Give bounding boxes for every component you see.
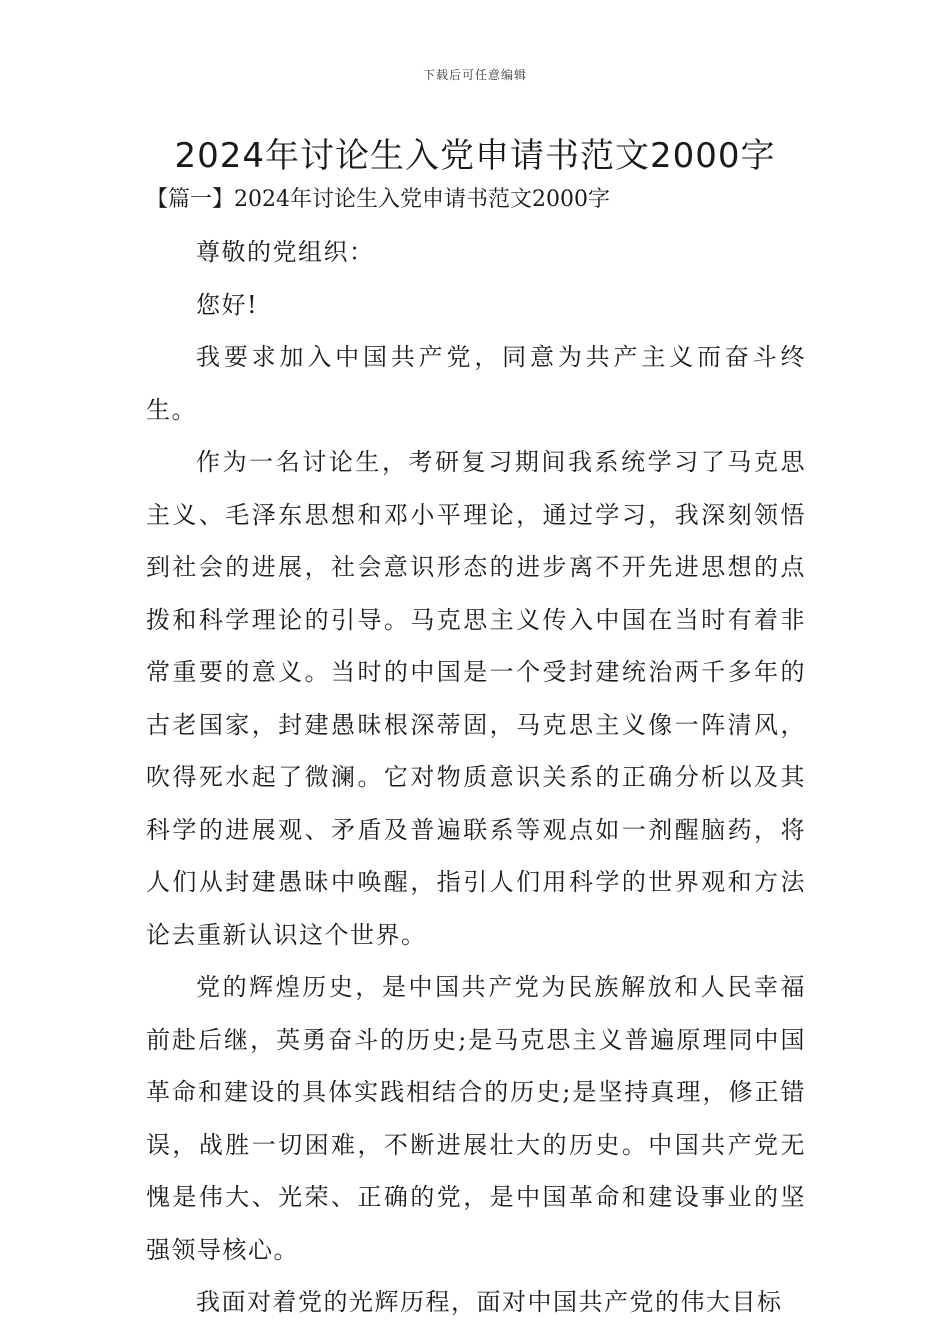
document-body (146, 226, 806, 1329)
header-note: 下载后可任意编辑 (422, 68, 527, 82)
document-title: 2024年讨论生入党申请书范文2000字 (174, 136, 776, 176)
section-heading: 【篇一】2024年讨论生入党申请书范文2000字 (146, 187, 610, 212)
body-paragraph: 我面对着党的光辉历程，面对中国共产党的伟大目标 (196, 1288, 783, 1316)
body-paragraph: 作为一名讨论生，考研复习期间我系统学习了马克思主义、毛泽东思想和邓小平理论，通过学习，我深刻领悟到社会的进展，社会意识形态的进步离不开先进思想的点拨和科学理论的引导。马克思主义传入中国在当时有着非常重要的意义。当时的中国是一个受封建统治两千多年的古老国家，封建愚昧根深蒂固，马克思主义像一阵清风，吹得死水起了微澜。它对物质意识关系的正确分析以及其科学的进展观、矛盾及普遍联系等观点如一剂醒脑药，将人们从封建愚昧中唤醒，指引人们用科学的世界观和方法论去重新认识这个世界。 (146, 448, 806, 949)
greeting: 您好! (196, 290, 259, 319)
body-paragraph: 党的辉煌历史，是中国共产党为民族解放和人民幸福前赴后继，英勇奋斗的历史;是马克思主义普遍原理同中国革命和建设的具体实践相结合的历史;是坚持真理，修正错误，战胜一切困难，不断进展壮大的历史。中国共产党无愧是伟大、光荣、正确的党，是中国革命和建设事业的坚强领导核心。 (146, 973, 806, 1264)
body-paragraph: 我要求加入中国共产党，同意为共产主义而奋斗终生。 (146, 343, 806, 424)
salutation: 尊敬的党组织： (196, 238, 375, 266)
